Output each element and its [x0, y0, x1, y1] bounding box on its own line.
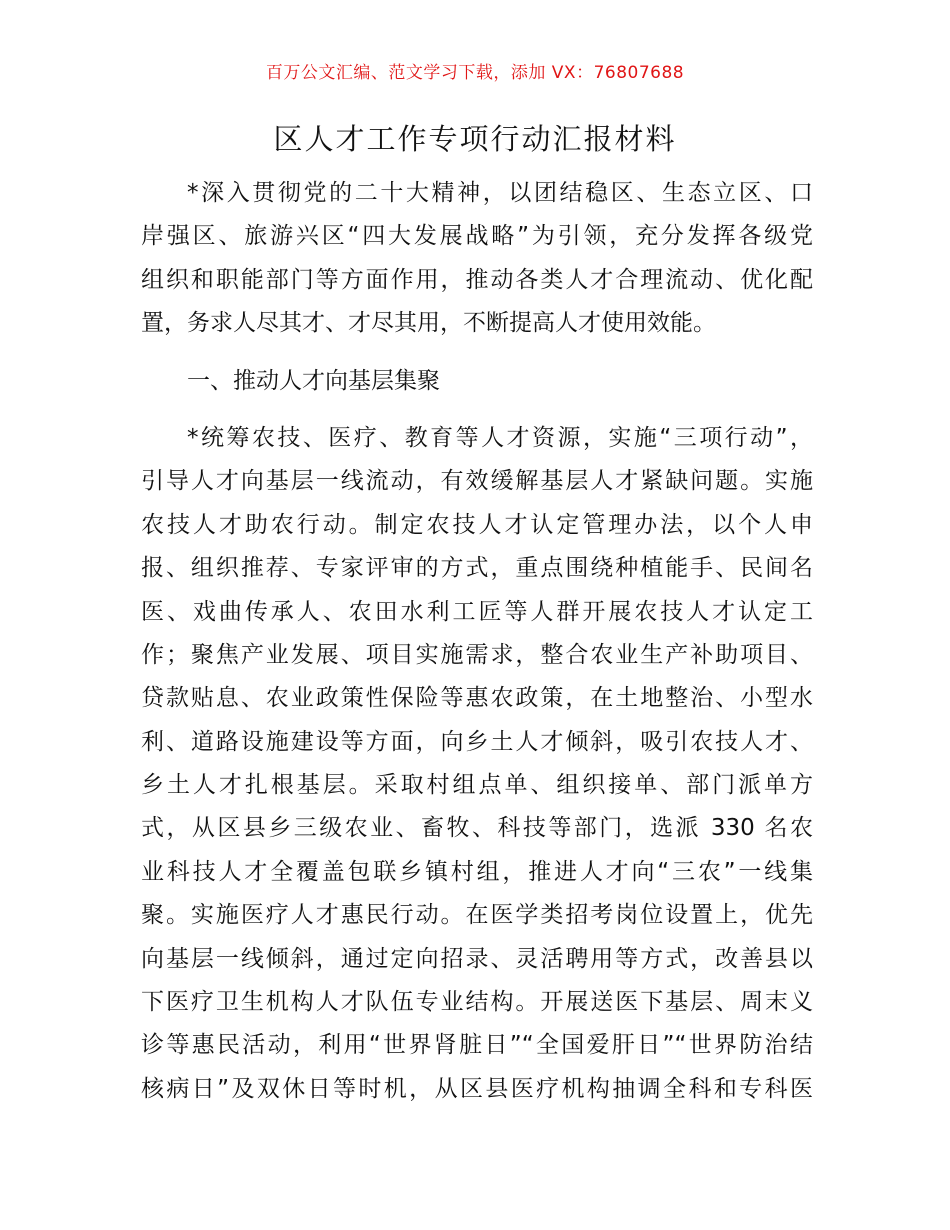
- section1-paragraph: [141, 417, 813, 1111]
- paragraph-line: 岸强区、旅游兴区“四大发展战略”为引领，充分发挥各级党: [141, 223, 813, 250]
- paragraph-line: 聚。实施医疗人才惠民行动。在医学类招考岗位设置上，优先: [141, 902, 813, 929]
- paragraph-line: 向基层一线倾斜，通过定向招录、灵活聘用等方式，改善县以: [141, 945, 813, 972]
- document-body: [141, 172, 813, 1111]
- paragraph-line: *统筹农技、医疗、教育等人才资源，实施“三项行动”，: [187, 424, 813, 451]
- watermark-header: 百万公文汇编、范文学习下载，添加 VX：76807688: [265, 63, 685, 83]
- paragraph-line: 组织和职能部门等方面作用，推动各类人才合理流动、优化配: [141, 266, 813, 293]
- section-heading: 一、推动人才向基层集聚: [187, 367, 440, 394]
- paragraph-line: 置，务求人尽其才、才尽其用，不断提高人才使用效能。: [141, 310, 716, 337]
- paragraph-line: 下医疗卫生机构人才队伍专业结构。开展送医下基层、周末义: [141, 989, 813, 1016]
- paragraph-line: 作；聚焦产业发展、项目实施需求，整合农业生产补助项目、: [141, 641, 813, 668]
- paragraph-line: 业科技人才全覆盖包联乡镇村组，推进人才向“三农”一线集: [141, 858, 813, 885]
- paragraph-line: 报、组织推荐、专家评审的方式，重点围绕种植能手、民间名: [141, 555, 813, 582]
- paragraph-line: 式，从区县乡三级农业、畜牧、科技等部门，选派 330 名农: [141, 815, 813, 842]
- paragraph-line: 贷款贴息、农业政策性保险等惠农政策，在土地整治、小型水: [141, 685, 813, 712]
- paragraph-line: 乡土人才扎根基层。采取村组点单、组织接单、部门派单方: [141, 772, 813, 799]
- paragraph-line: *深入贯彻党的二十大精神，以团结稳区、生态立区、口: [187, 180, 813, 206]
- paragraph-line: 利、道路设施建设等方面，向乡土人才倾斜，吸引农技人才、: [141, 728, 813, 755]
- intro-paragraph: [141, 172, 813, 346]
- paragraph-line: 医、戏曲传承人、农田水利工匠等人群开展农技人才认定工: [141, 598, 813, 625]
- document-title: 区人才工作专项行动汇报材料: [273, 122, 677, 156]
- paragraph-line: 诊等惠民活动，利用“世界肾脏日”“全国爱肝日”“世界防治结: [141, 1032, 813, 1059]
- paragraph-line: 核病日”及双休日等时机，从区县医疗机构抽调全科和专科医: [141, 1075, 813, 1102]
- paragraph-line: 农技人才助农行动。制定农技人才认定管理办法，以个人申: [141, 511, 813, 538]
- paragraph-line: 引导人才向基层一线流动，有效缓解基层人才紧缺问题。实施: [141, 468, 813, 495]
